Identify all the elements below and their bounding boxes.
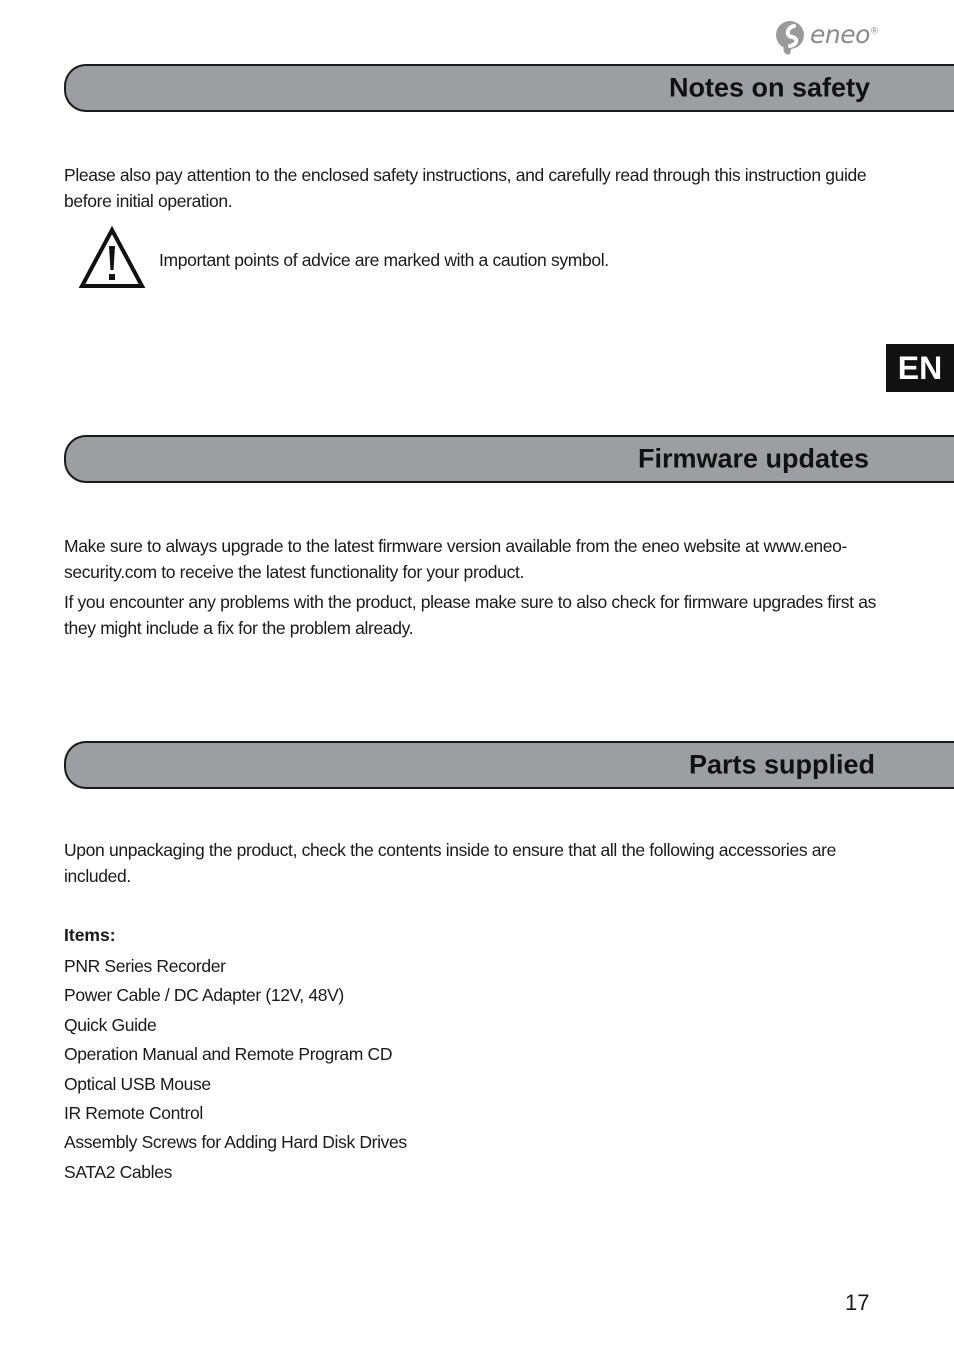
parts-intro: Upon unpackaging the product, check the contents inside to ensure that all the following accessories are included. bbox=[64, 840, 837, 886]
list-item: IR Remote Control bbox=[64, 1103, 203, 1124]
list-item: Assembly Screws for Adding Hard Disk Drives bbox=[64, 1132, 407, 1153]
section-title-parts: Parts supplied bbox=[689, 749, 876, 780]
list-item: SATA2 Cables bbox=[64, 1161, 172, 1182]
safety-intro: Please also pay attention to the enclosed safety instructions, and carefully read through this instruction guide before initial operation. bbox=[64, 165, 867, 211]
eneo-logo-icon bbox=[774, 16, 810, 58]
eneo-logo bbox=[774, 16, 884, 58]
list-item: Power Cable / DC Adapter (12V, 48V) bbox=[64, 985, 344, 1006]
section-header-parts bbox=[64, 741, 954, 789]
list-item: PNR Series Recorder bbox=[64, 956, 226, 976]
firmware-paragraph-2: If you encounter any problems with the product, please make sure to also check for firmware upgrades first as they might include a fix for the problem already. bbox=[64, 592, 876, 638]
firmware-paragraph-1: Make sure to always upgrade to the latest firmware version available from the eneo website at www.eneo-security.com to receive the latest functionality for your product. bbox=[64, 536, 847, 582]
items-label: Items: bbox=[64, 925, 116, 945]
section-title-firmware: Firmware updates bbox=[638, 443, 870, 474]
page-number: 17 bbox=[845, 1290, 870, 1315]
list-item: Quick Guide bbox=[64, 1014, 157, 1035]
section-header-safety bbox=[64, 64, 954, 112]
items-list bbox=[64, 952, 407, 1187]
caution-icon bbox=[78, 226, 146, 290]
language-tab: EN bbox=[886, 344, 954, 392]
caution-note: Important points of advice are marked with a caution symbol. bbox=[159, 250, 609, 270]
list-item: Operation Manual and Remote Program CD bbox=[64, 1044, 393, 1065]
logo-wordmark: eneo® bbox=[810, 20, 879, 49]
list-item: Optical USB Mouse bbox=[64, 1073, 211, 1094]
section-title-safety: Notes on safety bbox=[669, 72, 871, 103]
section-header-firmware bbox=[64, 435, 954, 483]
